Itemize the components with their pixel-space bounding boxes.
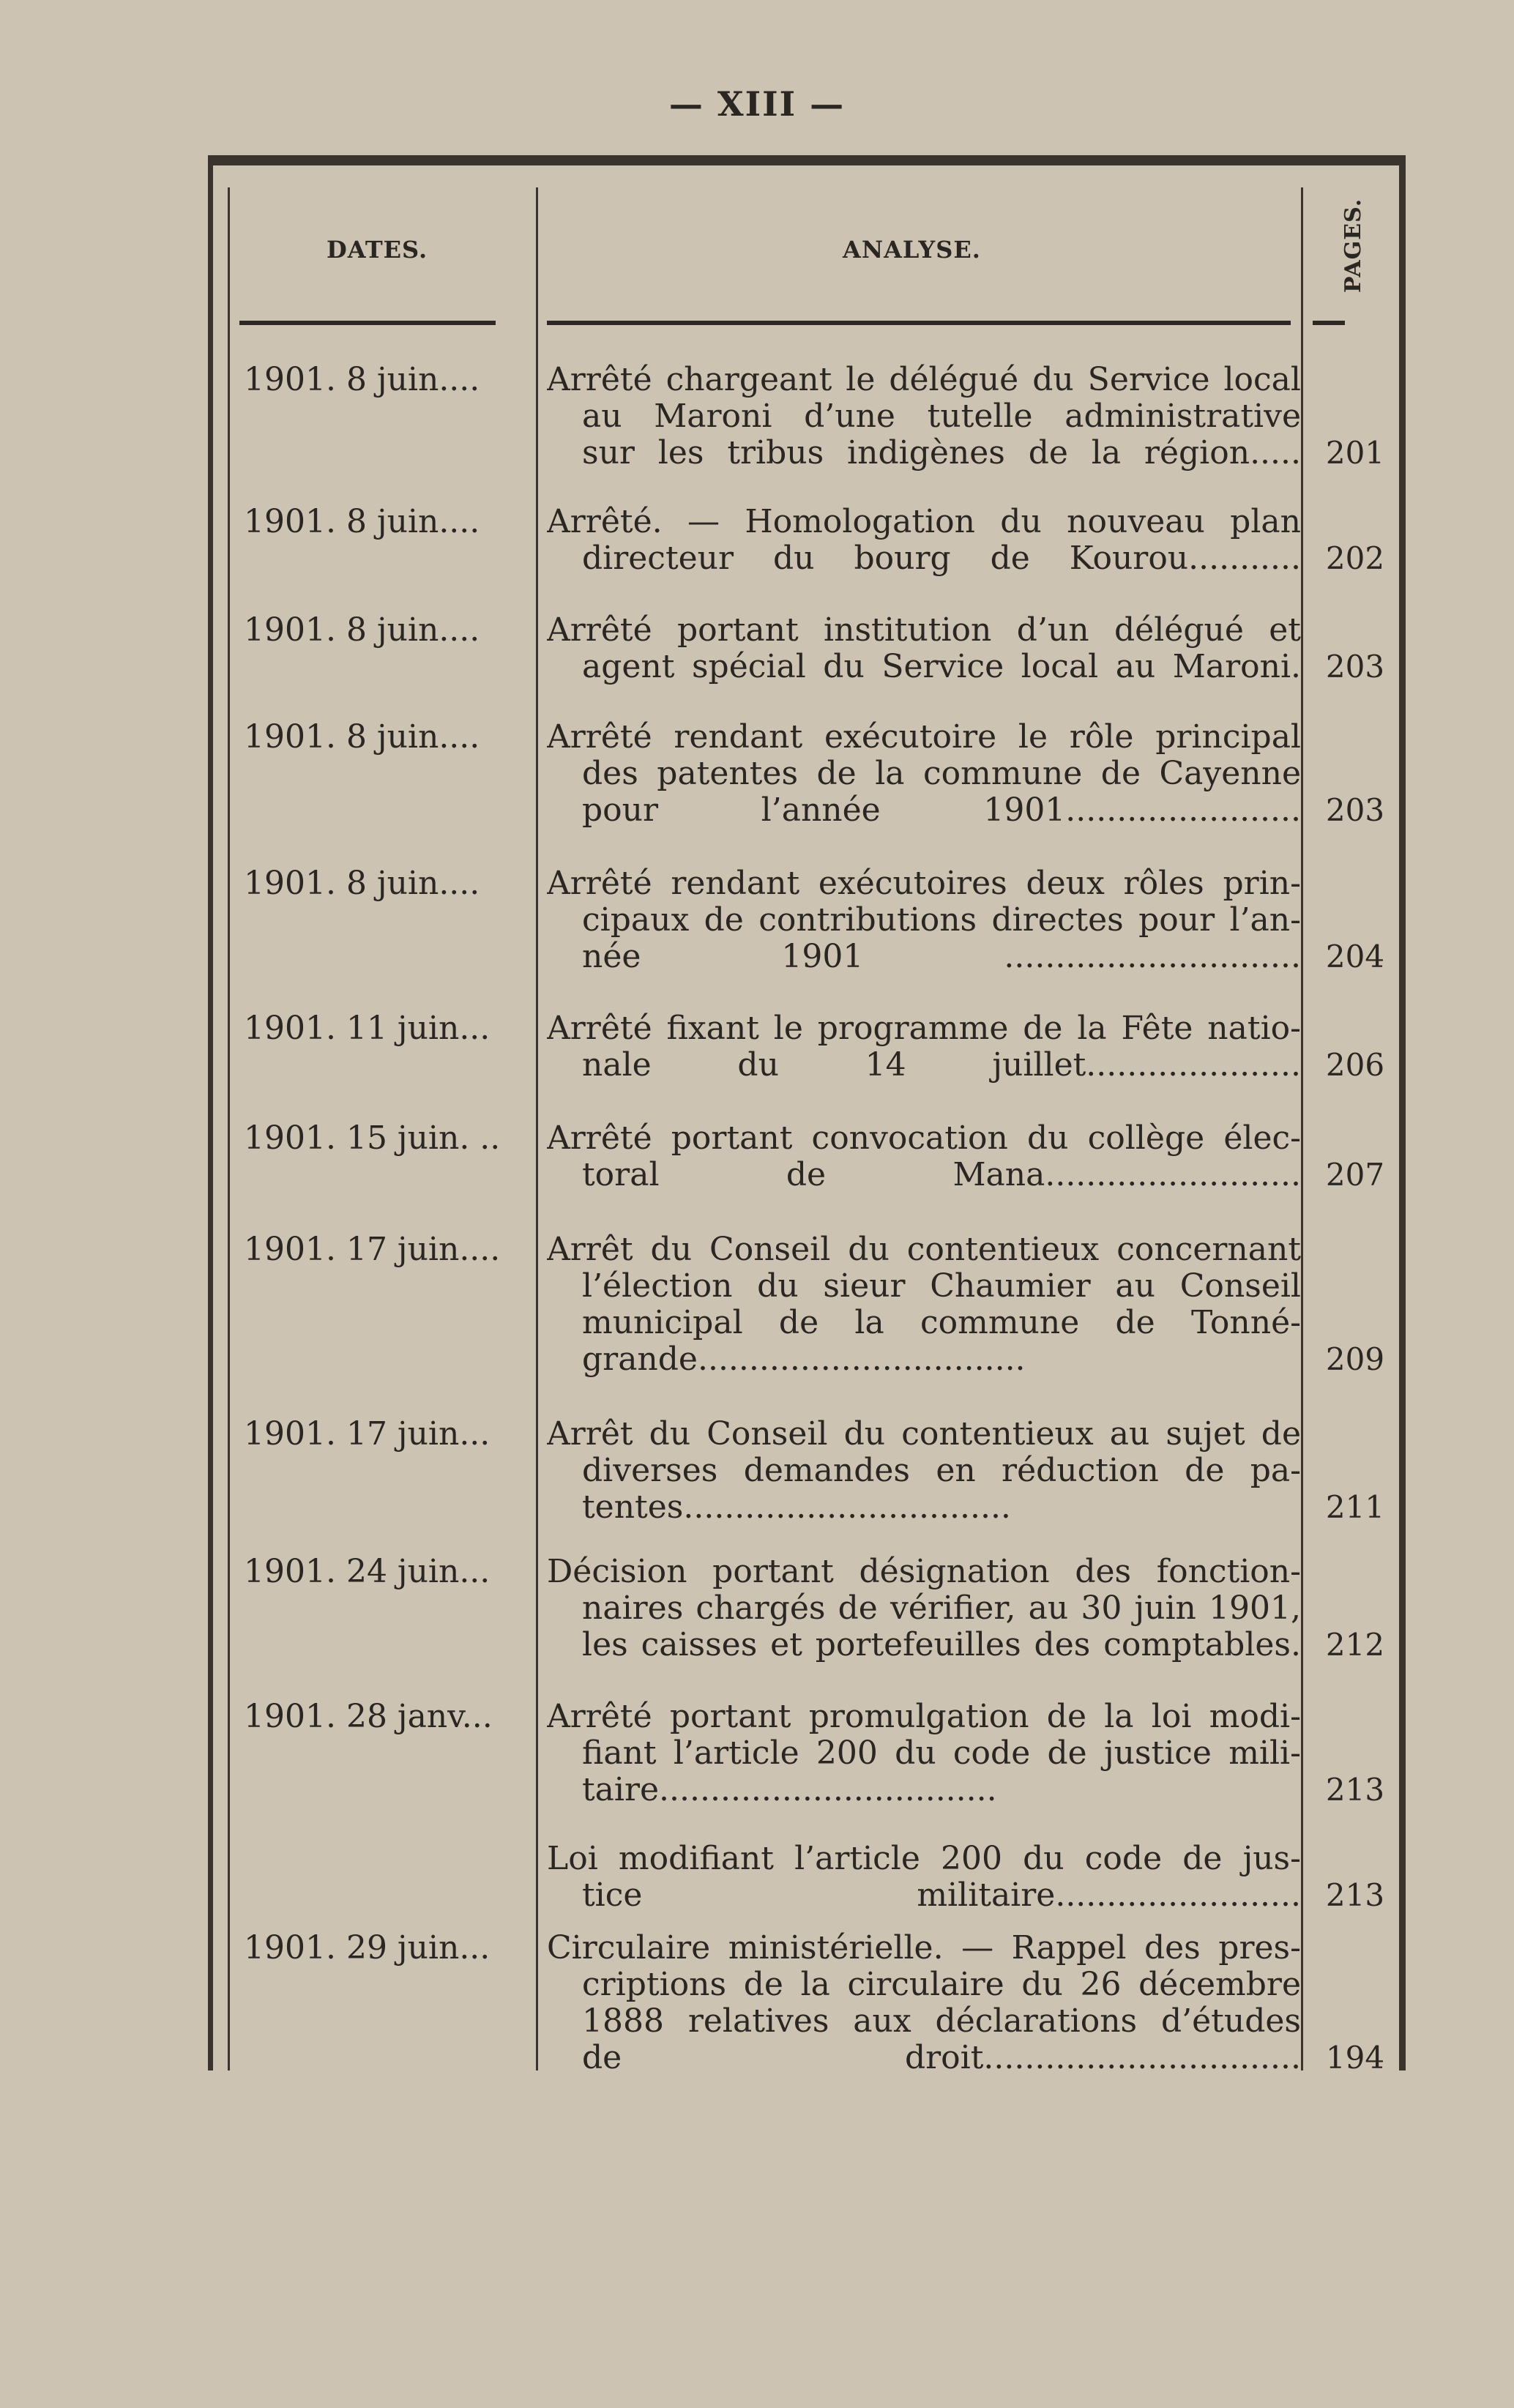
analysis-line: Arrêté chargeant le délégué du Service local [547, 362, 1301, 398]
analysis-line: nale du 14 juillet..................... [582, 1047, 1301, 1084]
analysis-line: des patentes de la commune de Cayenne [582, 756, 1301, 792]
analysis-line: Arrêté rendant exécutoires deux rôles prin- [547, 865, 1301, 902]
analysis-line: l’élection du sieur Chaumier au Conseil [582, 1268, 1301, 1305]
index-table [208, 155, 1406, 2076]
analysis-line: tice militaire........................ [582, 1877, 1301, 1914]
entry-date: 1901. 8 juin.... [244, 611, 480, 649]
entry-page: 202 [1325, 540, 1385, 576]
entry-analysis [547, 1120, 1301, 1193]
analysis-line: naires chargés de vérifier, au 30 juin 1901, [582, 1590, 1301, 1627]
analysis-line: les caisses et portefeuilles des comptables. [582, 1627, 1301, 1663]
analysis-line: Arrêté portant promulgation de la loi modi- [547, 1699, 1301, 1735]
analysis-line: Arrêté portant institution d’un délégué et [547, 612, 1301, 649]
analysis-line: cipaux de contributions directes pour l’an- [582, 902, 1301, 939]
entry-page: 207 [1325, 1157, 1385, 1193]
entry-page: 203 [1325, 649, 1385, 685]
entry-date: 1901. 24 juin... [244, 1553, 491, 1590]
entry-analysis [547, 719, 1301, 829]
entry-analysis [547, 1416, 1301, 1526]
entry-analysis [547, 612, 1301, 685]
analysis-line: municipal de la commune de Tonné- [582, 1305, 1301, 1341]
header-rule-pages [1313, 321, 1345, 325]
column-divider-left [228, 187, 230, 2070]
analysis-line: grande................................ [582, 1341, 1026, 1378]
entry-date: 1901. 8 juin.... [244, 503, 480, 540]
entry-page: 211 [1325, 1489, 1385, 1525]
column-divider-dates [536, 187, 538, 2070]
column-divider-pages [1301, 187, 1303, 2070]
analysis-line: Arrêt du Conseil du contentieux au sujet de [547, 1416, 1301, 1453]
entry-page: 209 [1325, 1341, 1385, 1377]
entry-page: 194 [1325, 2040, 1385, 2076]
entry-analysis [547, 1010, 1301, 1084]
entry-date: 1901. 8 juin.... [244, 865, 480, 902]
header-analyse: ANALYSE. [843, 236, 981, 264]
entry-analysis [547, 1930, 1301, 2076]
entry-page: 213 [1325, 1772, 1385, 1808]
analysis-line: Arrêté. — Homologation du nouveau plan [547, 504, 1301, 540]
entry-page: 204 [1325, 939, 1385, 974]
analysis-line: Arrêté portant convocation du collège élec- [547, 1120, 1301, 1157]
analysis-line: Circulaire ministérielle. — Rappel des pres- [547, 1930, 1301, 1967]
entry-analysis [547, 1554, 1301, 1663]
analysis-line: Loi modifiant l’article 200 du code de jus- [547, 1841, 1301, 1877]
analysis-line: au Maroni d’une tutelle administrative [582, 398, 1301, 435]
entry-page: 201 [1325, 435, 1385, 471]
entry-page: 212 [1325, 1627, 1385, 1663]
analysis-line: de droit............................... [582, 2040, 1301, 2076]
entry-analysis [547, 865, 1301, 975]
analysis-line: Arrêté rendant exécutoire le rôle principal [547, 719, 1301, 756]
entry-date: 1901. 17 juin.... [244, 1231, 501, 1268]
entry-date: 1901. 11 juin... [244, 1010, 491, 1047]
analysis-line: pour l’année 1901....................... [582, 792, 1301, 829]
analysis-line: Arrêt du Conseil du contentieux concernant [547, 1231, 1301, 1268]
analysis-line: fiant l’article 200 du code de justice mili- [582, 1735, 1301, 1772]
entry-analysis [547, 504, 1301, 577]
analysis-line: toral de Mana......................... [582, 1157, 1301, 1193]
entry-date: 1901. 17 juin... [244, 1415, 491, 1453]
entry-date: 1901. 29 juin... [244, 1929, 491, 1967]
analysis-line: sur les tribus indigènes de la région..... [582, 435, 1301, 471]
page-number: — XIII — [668, 84, 846, 124]
analysis-line: criptions de la circulaire du 26 décembre [582, 1967, 1301, 2003]
analysis-line: directeur du bourg de Kourou........... [582, 540, 1301, 577]
analysis-line: 1888 relatives aux déclarations d’études [582, 2003, 1301, 2040]
table-header [213, 165, 1399, 335]
entry-analysis [547, 1841, 1301, 1914]
entry-page: 206 [1325, 1047, 1385, 1083]
entry-analysis [547, 1699, 1301, 1808]
entry-page: 203 [1325, 792, 1385, 828]
analysis-line: Décision portant désignation des fonction- [547, 1554, 1301, 1590]
entry-date: 1901. 28 janv... [244, 1698, 493, 1735]
entry-date: 1901. 8 juin.... [244, 718, 480, 756]
analysis-line: Arrêté fixant le programme de la Fête natio- [547, 1010, 1301, 1047]
analysis-line: diverses demandes en réduction de pa- [582, 1453, 1301, 1489]
header-dates: DATES. [327, 236, 428, 264]
entry-page: 213 [1325, 1877, 1385, 1913]
entry-date: 1901. 8 juin.... [244, 361, 480, 398]
header-rule-dates [239, 321, 496, 325]
analysis-line: tentes................................ [582, 1489, 1011, 1526]
entry-analysis [547, 362, 1301, 471]
header-pages: PAGES. [1340, 198, 1366, 293]
entry-date: 1901. 15 juin. .. [244, 1119, 501, 1157]
analysis-line: agent spécial du Service local au Maroni. [582, 649, 1301, 685]
header-rule-analyse [547, 321, 1291, 325]
entry-analysis [547, 1231, 1301, 1378]
analysis-line: née 1901 ............................. [582, 939, 1301, 975]
analysis-line: taire................................. [582, 1772, 997, 1808]
